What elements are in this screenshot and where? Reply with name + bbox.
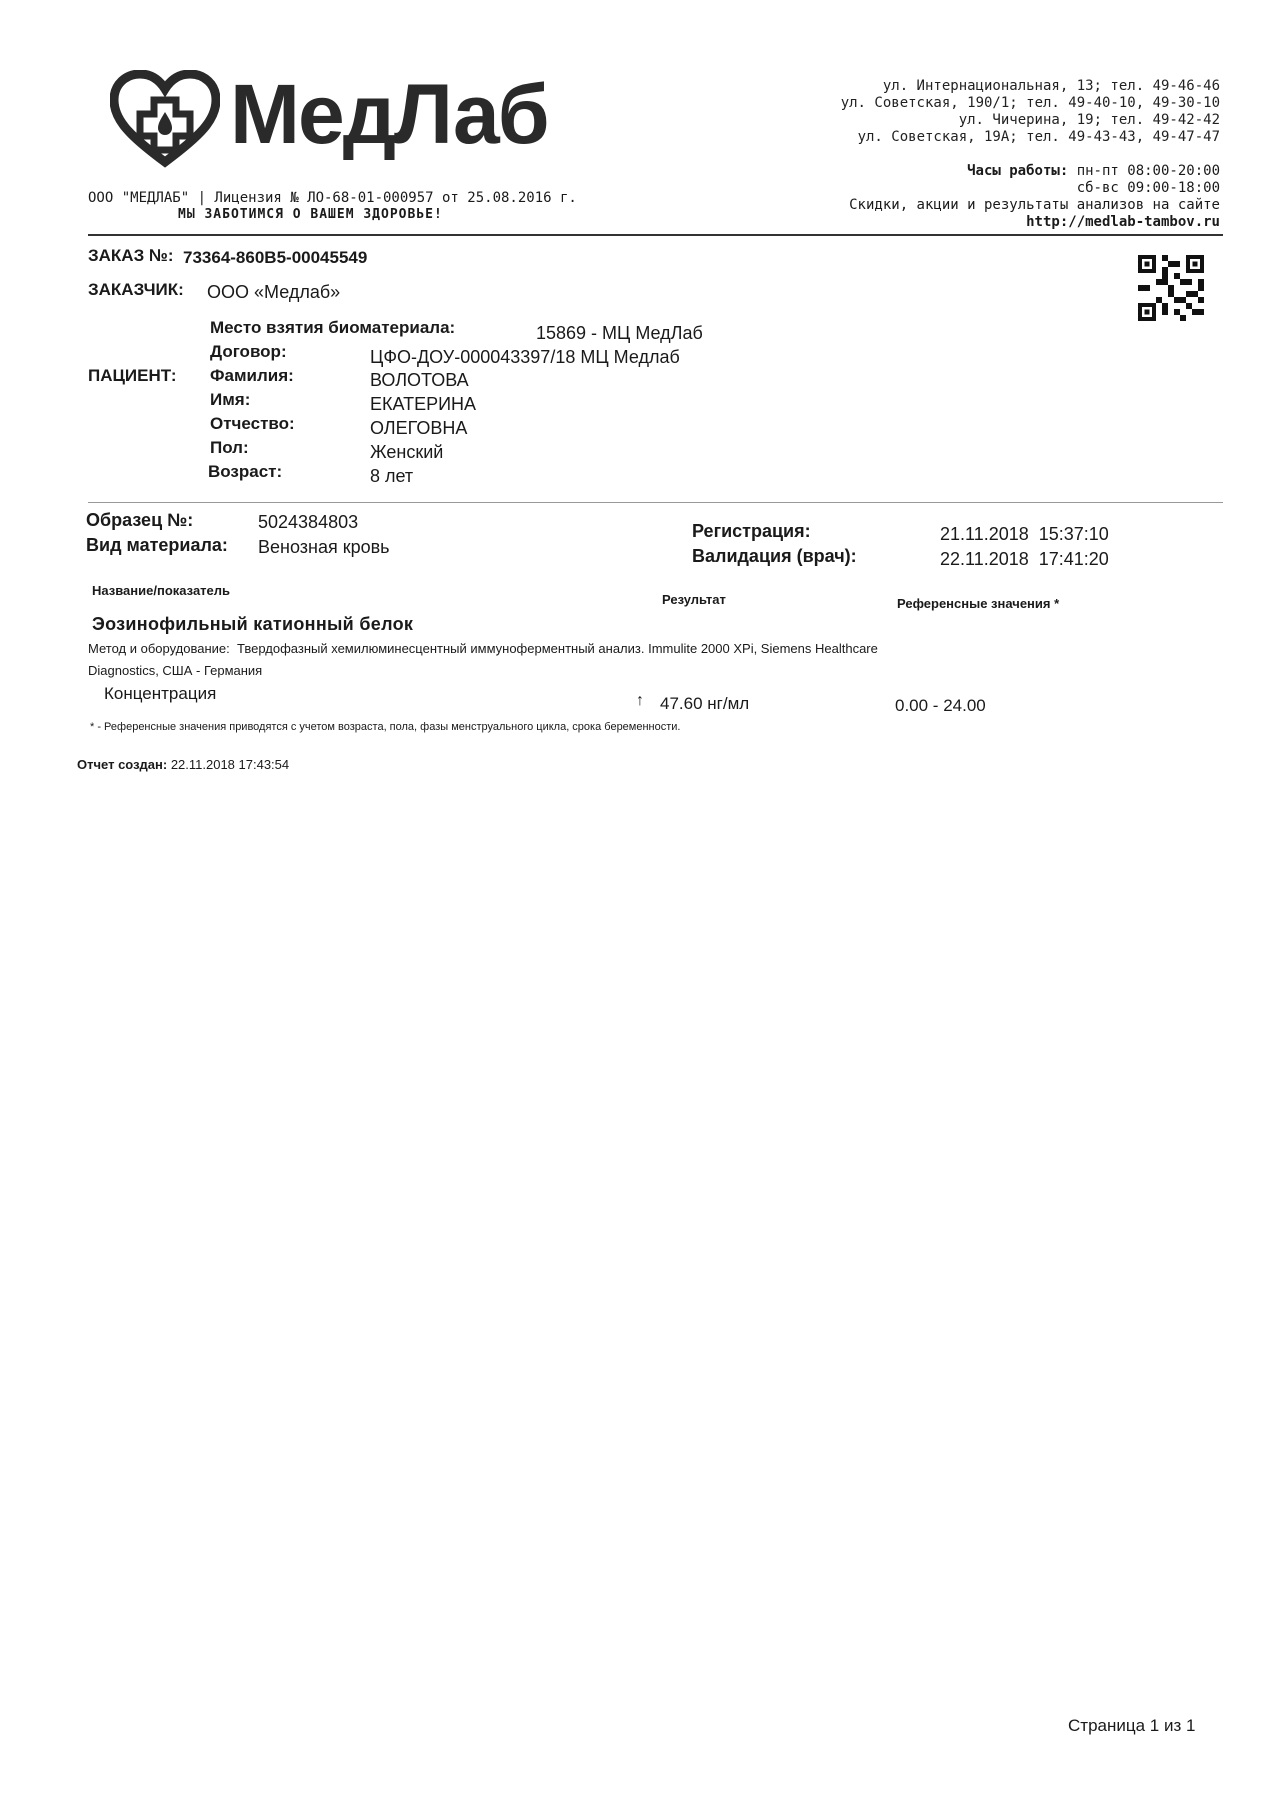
validation-label: Валидация (врач): (692, 546, 857, 566)
header-divider (88, 234, 1223, 236)
place-value: 15869 - МЦ МедЛаб (536, 323, 703, 343)
method-line-2: Diagnostics, США - Германия (88, 663, 263, 678)
age-value: 8 лет (370, 466, 414, 486)
contract-label: Договор: (210, 342, 287, 361)
method-text: Твердофазный хемилюминесцентный иммуноферментный анализ. Immulite 2000 XPi, Siemens Healthcare (236, 641, 878, 656)
sample-number-value: 5024384803 (258, 512, 359, 532)
brand-name: МедЛаб (230, 67, 548, 161)
address-line: ул. Советская, 19А; тел. 49-43-43, 49-47-47 (857, 129, 1220, 145)
column-header-result: Результат (662, 592, 726, 607)
company-license: ООО "МЕДЛАБ" | Лицензия № ЛО-68-01-000957 от 25.08.2016 г. (88, 190, 577, 206)
report-created (77, 757, 289, 772)
hours-weekend: сб-вс 09:00-18:00 (1076, 180, 1220, 196)
patient-section-label: ПАЦИЕНТ: (88, 366, 177, 385)
address-line: ул. Советская, 190/1; тел. 49-40-10, 49-30-10 (840, 95, 1220, 111)
address-line: ул. Интернациональная, 13; тел. 49-46-46 (882, 78, 1220, 94)
surname-label: Фамилия: (210, 366, 294, 385)
customer-label: ЗАКАЗЧИК: (88, 280, 184, 299)
name-value: ЕКАТЕРИНА (370, 394, 477, 414)
sex-value: Женский (370, 442, 444, 462)
name-label: Имя: (210, 390, 251, 409)
test-title: Эозинофильный катионный белок (92, 614, 414, 634)
hours-weekday: пн-пт 08:00-20:00 (1076, 163, 1220, 179)
column-header-reference: Референсные значения * (897, 596, 1060, 611)
result-row-name: Концентрация (104, 684, 217, 703)
heart-cross-icon (110, 70, 220, 170)
material-value: Венозная кровь (258, 537, 390, 557)
report-created-label: Отчет создан: (77, 757, 168, 772)
contract-value: ЦФО-ДОУ-000043397/18 МЦ Медлаб (370, 347, 680, 367)
order-label: ЗАКАЗ №: (88, 246, 174, 265)
age-label: Возраст: (208, 462, 283, 481)
method-label: Метод и оборудование: (88, 641, 230, 656)
promo-text: Скидки, акции и результаты анализов на сайте (849, 197, 1220, 213)
sample-number-label: Образец №: (86, 510, 194, 530)
patronymic-label: Отчество: (210, 414, 295, 433)
high-flag-icon: ↑ (636, 692, 644, 709)
patronymic-value: ОЛЕГОВНА (370, 418, 468, 438)
order-number: 73364-860B5-00045549 (183, 248, 368, 267)
reference-footnote: * - Референсные значения приводятся с учетом возраста, пола, фазы менструального цикла, срока беременности. (90, 721, 681, 733)
address-line: ул. Чичерина, 19; тел. 49-42-42 (958, 112, 1220, 128)
hours-label: Часы работы: (967, 163, 1069, 179)
customer-value: ООО «Медлаб» (207, 282, 341, 302)
place-label: Место взятия биоматериала: (210, 318, 456, 337)
section-divider (88, 502, 1223, 503)
site-link[interactable]: http://medlab-tambov.ru (1026, 214, 1220, 230)
page-number: Страница 1 из 1 (1068, 1716, 1196, 1735)
sex-label: Пол: (210, 438, 249, 457)
validation-value: 22.11.2018 17:41:20 (940, 549, 1109, 569)
method-line (88, 641, 878, 656)
qr-code-icon (1138, 255, 1204, 321)
material-label: Вид материала: (86, 535, 228, 555)
registration-label: Регистрация: (692, 521, 811, 541)
medlab-logo (110, 62, 570, 172)
surname-value: ВОЛОТОВА (370, 370, 469, 390)
registration-value: 21.11.2018 15:37:10 (940, 524, 1109, 544)
result-row-reference: 0.00 - 24.00 (895, 696, 986, 715)
result-row-value: 47.60 нг/мл (660, 694, 750, 713)
slogan: МЫ ЗАБОТИМСЯ О ВАШЕМ ЗДОРОВЬЕ! (178, 207, 443, 222)
report-created-value: 22.11.2018 17:43:54 (170, 757, 290, 772)
hours-block (849, 163, 1220, 231)
column-header-name: Название/показатель (92, 583, 231, 598)
